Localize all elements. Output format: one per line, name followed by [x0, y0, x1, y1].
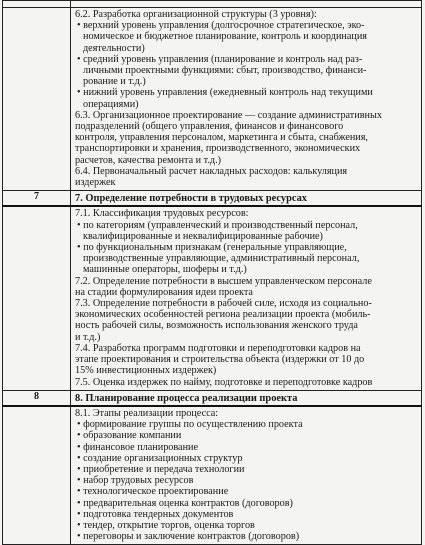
text-line: машинные операторы, шоферы и т.д.) [83, 264, 247, 276]
section-title-cell [71, 390, 422, 406]
bullet-item: • образование компании [77, 430, 182, 442]
text-line: производственные управляющие, административный персонал, [83, 253, 360, 265]
bullet-item: • создание организационных структур [77, 452, 243, 464]
row-number: 7 [3, 191, 71, 207]
section-title: 7. Определение потребности в трудовых ресурсах [75, 193, 307, 205]
bullet-item: • по категориям (управленческий и производственный персонал, [77, 219, 358, 231]
text-line: 7.3. Определение потребности в рабочей силе, исходя из социально- [75, 298, 372, 310]
row-number [3, 8, 71, 191]
text-line: 6.4. Первоначальный расчет накладных расходов: калькуляция [75, 165, 348, 177]
text-line: личными проектными функциями: сбыт, производство, финанси- [83, 65, 367, 77]
text-line: 7.4. Разработка программ подготовки и переподготовки кадров на [75, 342, 361, 354]
bullet-item: • нижний уровень управления (ежедневный контроль над текущими [77, 87, 373, 99]
text-line: транспортировки и хранения, производственного, экономических [75, 143, 361, 155]
table-row-section-7-header [3, 191, 422, 207]
text-line: деятельности) [83, 42, 145, 54]
bullet-item: • подготовка тендерных документов [77, 508, 234, 520]
bullet-item: • предварительная оценка контрактов (договоров) [77, 497, 293, 509]
text-line: операциями) [83, 98, 139, 110]
row-lines [71, 407, 421, 544]
row-lines [71, 207, 421, 389]
plan-table [2, 0, 422, 545]
text-line: номическое и бюджетное планирование, контроль и координация [83, 31, 367, 43]
text-line: контроля, управления персоналом, маркетинга и сбыта, снабжения, [75, 132, 368, 144]
bullet-item: • средний уровень управления (планирование и контроль над раз- [77, 53, 363, 65]
text-line: 7.1. Классификация трудовых ресурсов: [75, 208, 249, 220]
table-row-section-7-body [3, 206, 422, 390]
text-line: и т.д.) [75, 331, 101, 343]
table-row-section-6-cont [3, 8, 422, 191]
bullet-item: • приобретение и передача технологии [77, 463, 245, 475]
text-line: на стадии формулирования идеи проекта [75, 286, 253, 298]
table-row-section-8-body [3, 406, 422, 545]
text-line: экономических особенностей региона реализации проекта (мобиль- [75, 309, 371, 321]
bullet-item: • технологическое проектирование [77, 486, 229, 498]
bullet-item: • переговоры и заключение контрактов (договоров) [77, 531, 300, 543]
text-line: 8.1. Этапы реализации процесса: [75, 407, 219, 419]
bullet-item: • формирование группы по осуществлению проекта [77, 419, 303, 431]
row-content [71, 406, 422, 545]
bullet-item: • по функциональным признакам (генеральные управляющие, [77, 242, 347, 254]
row-content [71, 8, 422, 191]
table-row-section-8-header [3, 390, 422, 406]
text-line: издержек [75, 177, 116, 189]
text-line: квалифицированные и неквалифицированные рабочие) [83, 230, 323, 242]
text-line: ность рабочей силы, возможность использования женского труда [75, 320, 358, 332]
text-line: рование и т.д.) [83, 76, 146, 88]
text-line: 6.3. Организационное проектирование — создание административных [75, 109, 382, 121]
text-line: подразделений (общего управления, финансов и финансового [75, 121, 344, 133]
section-title: 8. Планирование процесса реализации проекта [75, 392, 298, 404]
bullet-item: • верхний уровень управления (долгосрочное стратегическое, эко- [77, 20, 365, 32]
text-line: этапе проектирования и строительства объекта (издержки от 10 до [75, 354, 365, 366]
text-line: расчетов, качества ремонта и т.д.) [75, 154, 222, 166]
table-row-cut [3, 1, 422, 8]
bullet-item: • тендер, открытие торгов, оценка торгов [77, 519, 255, 531]
row-number: 8 [3, 390, 71, 406]
section-title-cell [71, 191, 422, 207]
text-line: 7.5. Оценка издержек по найму, подготовке и переподготовке кадров [75, 376, 373, 388]
text-line: 6.2. Разработка организационной структуры (3 уровня): [75, 9, 317, 20]
row-content [71, 206, 422, 390]
row-lines [71, 8, 421, 190]
text-line: 15% инвестиционных издержек) [75, 365, 217, 377]
text-line: 7.2. Определение потребности в высшем управленческом персонале [75, 275, 372, 287]
bullet-item: • набор трудовых ресурсов [77, 475, 194, 487]
bullet-item: • финансовое планирование [77, 441, 199, 453]
